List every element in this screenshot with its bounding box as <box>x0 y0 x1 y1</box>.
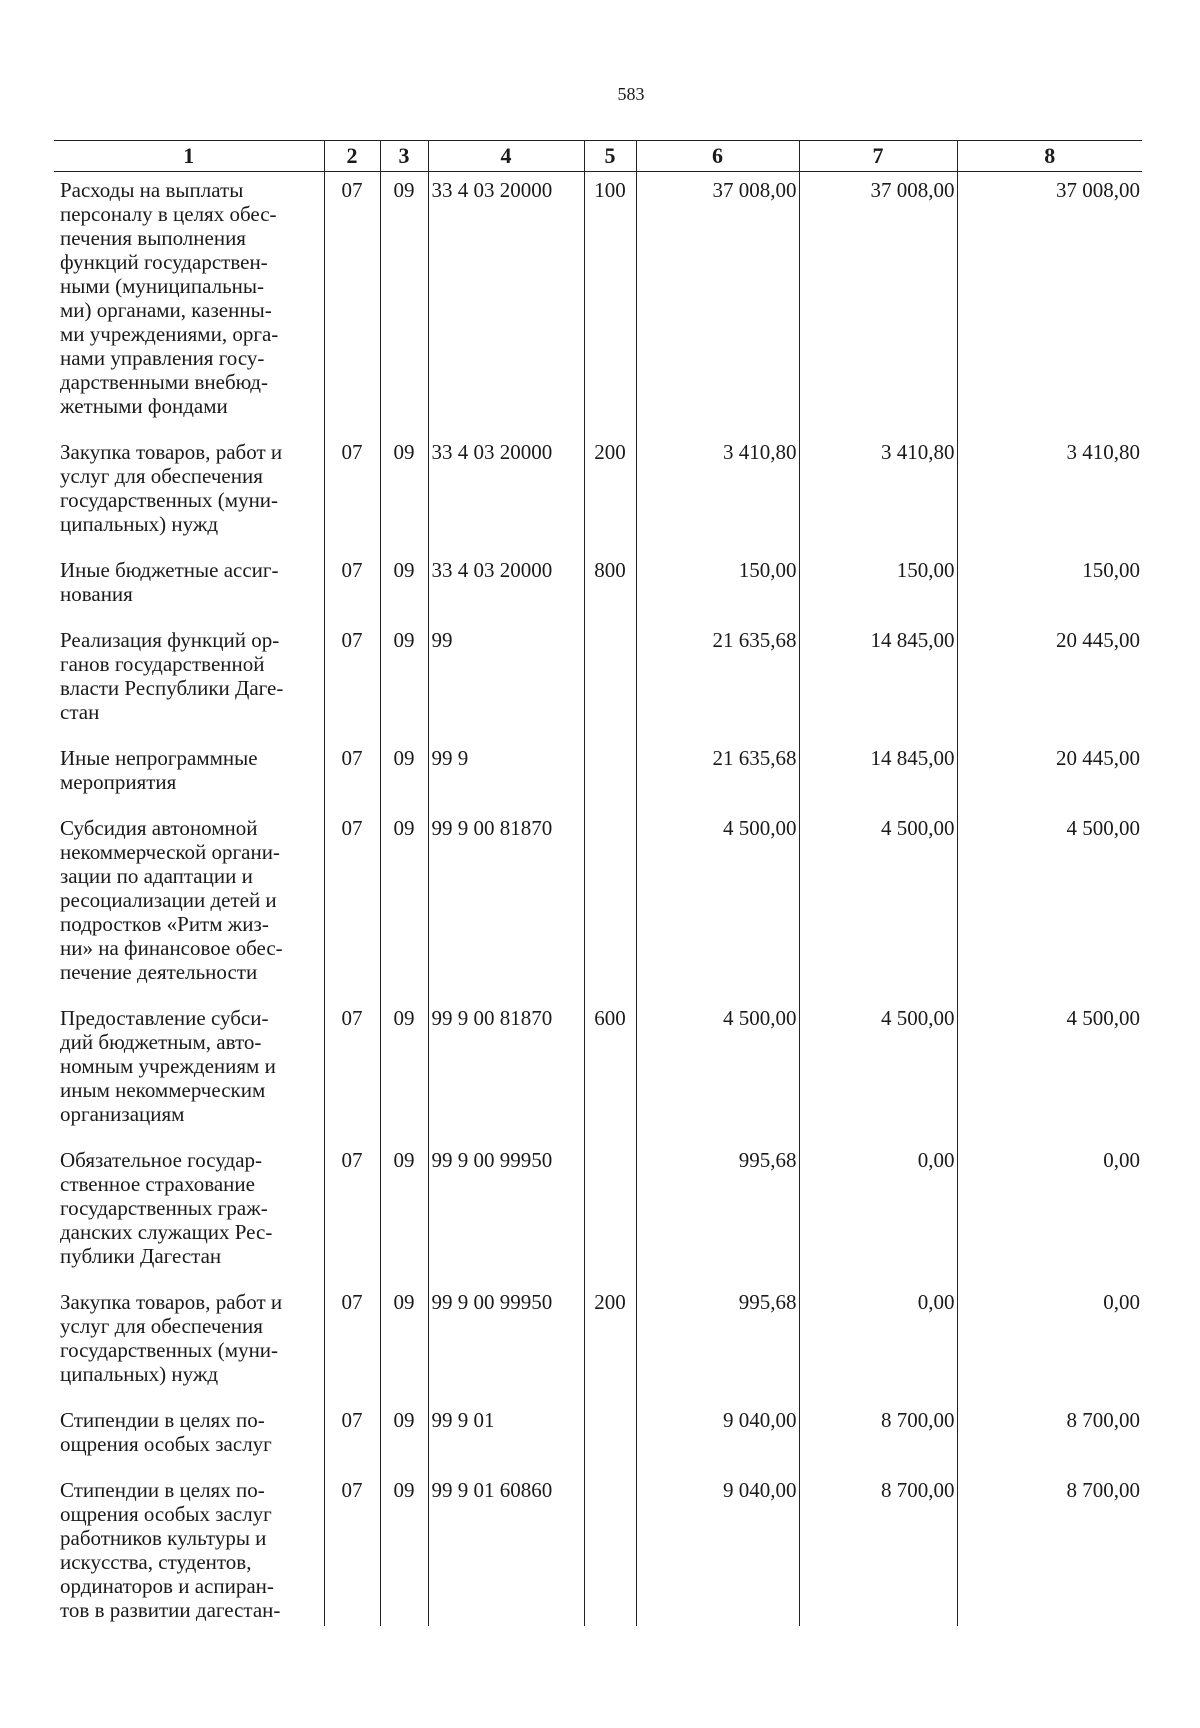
row-description: Реализация функций ор- ганов государственной власти Республики Даге- стан <box>60 628 284 724</box>
expense-type-code: 600 <box>584 1000 636 1142</box>
section-code: 07 <box>324 1142 380 1284</box>
section-code: 07 <box>324 1284 380 1402</box>
row-description: Иные бюджетные ассиг- нования <box>60 558 279 606</box>
page-number: 583 <box>617 84 645 104</box>
amount-col7: 4 500,00 <box>799 810 957 1000</box>
row-description: Закупка товаров, работ и услуг для обеспечения государственных (муни- ципальных) нужд <box>60 440 283 536</box>
amount-col8: 20 445,00 <box>957 740 1142 810</box>
amount-col6: 995,68 <box>636 1284 799 1402</box>
amount-col7: 150,00 <box>799 552 957 622</box>
subsection-code: 09 <box>380 810 428 1000</box>
row-description: Стипендии в целях по- ощрения особых заслуг <box>60 1408 272 1456</box>
subsection-code: 09 <box>380 552 428 622</box>
target-article-code: 99 9 <box>428 740 584 810</box>
amount-col7: 14 845,00 <box>799 622 957 740</box>
table-body <box>54 172 1142 1627</box>
column-header: 6 <box>636 141 799 172</box>
target-article-code: 99 9 00 99950 <box>428 1284 584 1402</box>
subsection-code: 09 <box>380 740 428 810</box>
expense-type-code: 100 <box>584 172 636 435</box>
row-description: Закупка товаров, работ и услуг для обеспечения государственных (муни- ципальных) нужд <box>60 1290 283 1386</box>
section-code: 07 <box>324 434 380 552</box>
budget-table-container <box>54 140 1142 1626</box>
amount-col8: 4 500,00 <box>957 1000 1142 1142</box>
section-code: 07 <box>324 552 380 622</box>
amount-col8: 0,00 <box>957 1284 1142 1402</box>
subsection-code: 09 <box>380 172 428 435</box>
amount-col7: 0,00 <box>799 1284 957 1402</box>
target-article-code: 99 9 01 <box>428 1402 584 1472</box>
amount-col8: 0,00 <box>957 1142 1142 1284</box>
amount-col8: 4 500,00 <box>957 810 1142 1000</box>
subsection-code: 09 <box>380 1284 428 1402</box>
target-article-code: 99 9 00 99950 <box>428 1142 584 1284</box>
amount-col6: 150,00 <box>636 552 799 622</box>
column-header: 3 <box>380 141 428 172</box>
amount-col7: 14 845,00 <box>799 740 957 810</box>
target-article-code: 99 <box>428 622 584 740</box>
row-description: Предоставление субси- дий бюджетным, авто- номным учреждениям и иным некоммерческим организациям <box>60 1006 276 1126</box>
amount-col8: 8 700,00 <box>957 1472 1142 1626</box>
amount-col6: 21 635,68 <box>636 740 799 810</box>
expense-type-code <box>584 1402 636 1472</box>
amount-col7: 8 700,00 <box>799 1402 957 1472</box>
target-article-code: 99 9 00 81870 <box>428 810 584 1000</box>
table-row <box>54 1402 1142 1472</box>
amount-col7: 8 700,00 <box>799 1472 957 1626</box>
subsection-code: 09 <box>380 1402 428 1472</box>
target-article-code: 99 9 01 60860 <box>428 1472 584 1626</box>
column-header: 1 <box>54 141 324 172</box>
row-description: Обязательное государ- ственное страхование государственных граж- данских служащих Рес- публики Дагестан <box>60 1148 273 1268</box>
row-description: Стипендии в целях по- ощрения особых заслуг работников культуры и искусства, студентов, ординаторов и аспиран- тов в развитии дагестан- <box>60 1478 281 1622</box>
expense-type-code <box>584 622 636 740</box>
amount-col6: 9 040,00 <box>636 1402 799 1472</box>
amount-col8: 150,00 <box>957 552 1142 622</box>
table-row <box>54 1142 1142 1284</box>
amount-col7: 3 410,80 <box>799 434 957 552</box>
section-code: 07 <box>324 622 380 740</box>
table-row <box>54 810 1142 1000</box>
target-article-code: 33 4 03 20000 <box>428 552 584 622</box>
amount-col6: 3 410,80 <box>636 434 799 552</box>
section-code: 07 <box>324 1472 380 1626</box>
section-code: 07 <box>324 1000 380 1142</box>
section-code: 07 <box>324 810 380 1000</box>
row-description: Субсидия автономной некоммерческой органи- зации по адаптации и ресоциализации детей и подростков «Ритм жиз- ни» на финансовое обес- печение деятельности <box>60 816 283 984</box>
expense-type-code <box>584 740 636 810</box>
subsection-code: 09 <box>380 1142 428 1284</box>
table-row <box>54 1472 1142 1626</box>
section-code: 07 <box>324 740 380 810</box>
expense-type-code: 800 <box>584 552 636 622</box>
table-row <box>54 552 1142 622</box>
subsection-code: 09 <box>380 1472 428 1626</box>
column-header: 7 <box>799 141 957 172</box>
section-code: 07 <box>324 172 380 435</box>
column-header: 4 <box>428 141 584 172</box>
row-description: Иные непрограммные мероприятия <box>60 746 258 794</box>
column-header: 5 <box>584 141 636 172</box>
column-header: 2 <box>324 141 380 172</box>
amount-col8: 3 410,80 <box>957 434 1142 552</box>
amount-col6: 4 500,00 <box>636 1000 799 1142</box>
target-article-code: 33 4 03 20000 <box>428 434 584 552</box>
table-row <box>54 1000 1142 1142</box>
target-article-code: 33 4 03 20000 <box>428 172 584 435</box>
amount-col6: 4 500,00 <box>636 810 799 1000</box>
table-row <box>54 622 1142 740</box>
amount-col7: 37 008,00 <box>799 172 957 435</box>
expense-type-code: 200 <box>584 1284 636 1402</box>
amount-col6: 37 008,00 <box>636 172 799 435</box>
section-code: 07 <box>324 1402 380 1472</box>
table-row <box>54 1284 1142 1402</box>
subsection-code: 09 <box>380 622 428 740</box>
amount-col8: 37 008,00 <box>957 172 1142 435</box>
amount-col7: 4 500,00 <box>799 1000 957 1142</box>
amount-col7: 0,00 <box>799 1142 957 1284</box>
amount-col6: 995,68 <box>636 1142 799 1284</box>
expense-type-code <box>584 810 636 1000</box>
expense-type-code <box>584 1142 636 1284</box>
amount-col6: 9 040,00 <box>636 1472 799 1626</box>
table-row <box>54 740 1142 810</box>
expense-type-code <box>584 1472 636 1626</box>
amount-col8: 8 700,00 <box>957 1402 1142 1472</box>
table-header-row <box>54 141 1142 172</box>
column-header: 8 <box>957 141 1142 172</box>
table-row <box>54 172 1142 435</box>
expense-type-code: 200 <box>584 434 636 552</box>
amount-col6: 21 635,68 <box>636 622 799 740</box>
subsection-code: 09 <box>380 434 428 552</box>
amount-col8: 20 445,00 <box>957 622 1142 740</box>
subsection-code: 09 <box>380 1000 428 1142</box>
row-description: Расходы на выплаты персоналу в целях обес- печения выполнения функций государствен- ными (муниципальны- ми) органами, казенны- ми учреждениями, орга- нами управления госу- дарственными внебюд- жетными фондами <box>60 178 279 418</box>
budget-table <box>54 140 1142 1626</box>
target-article-code: 99 9 00 81870 <box>428 1000 584 1142</box>
table-row <box>54 434 1142 552</box>
